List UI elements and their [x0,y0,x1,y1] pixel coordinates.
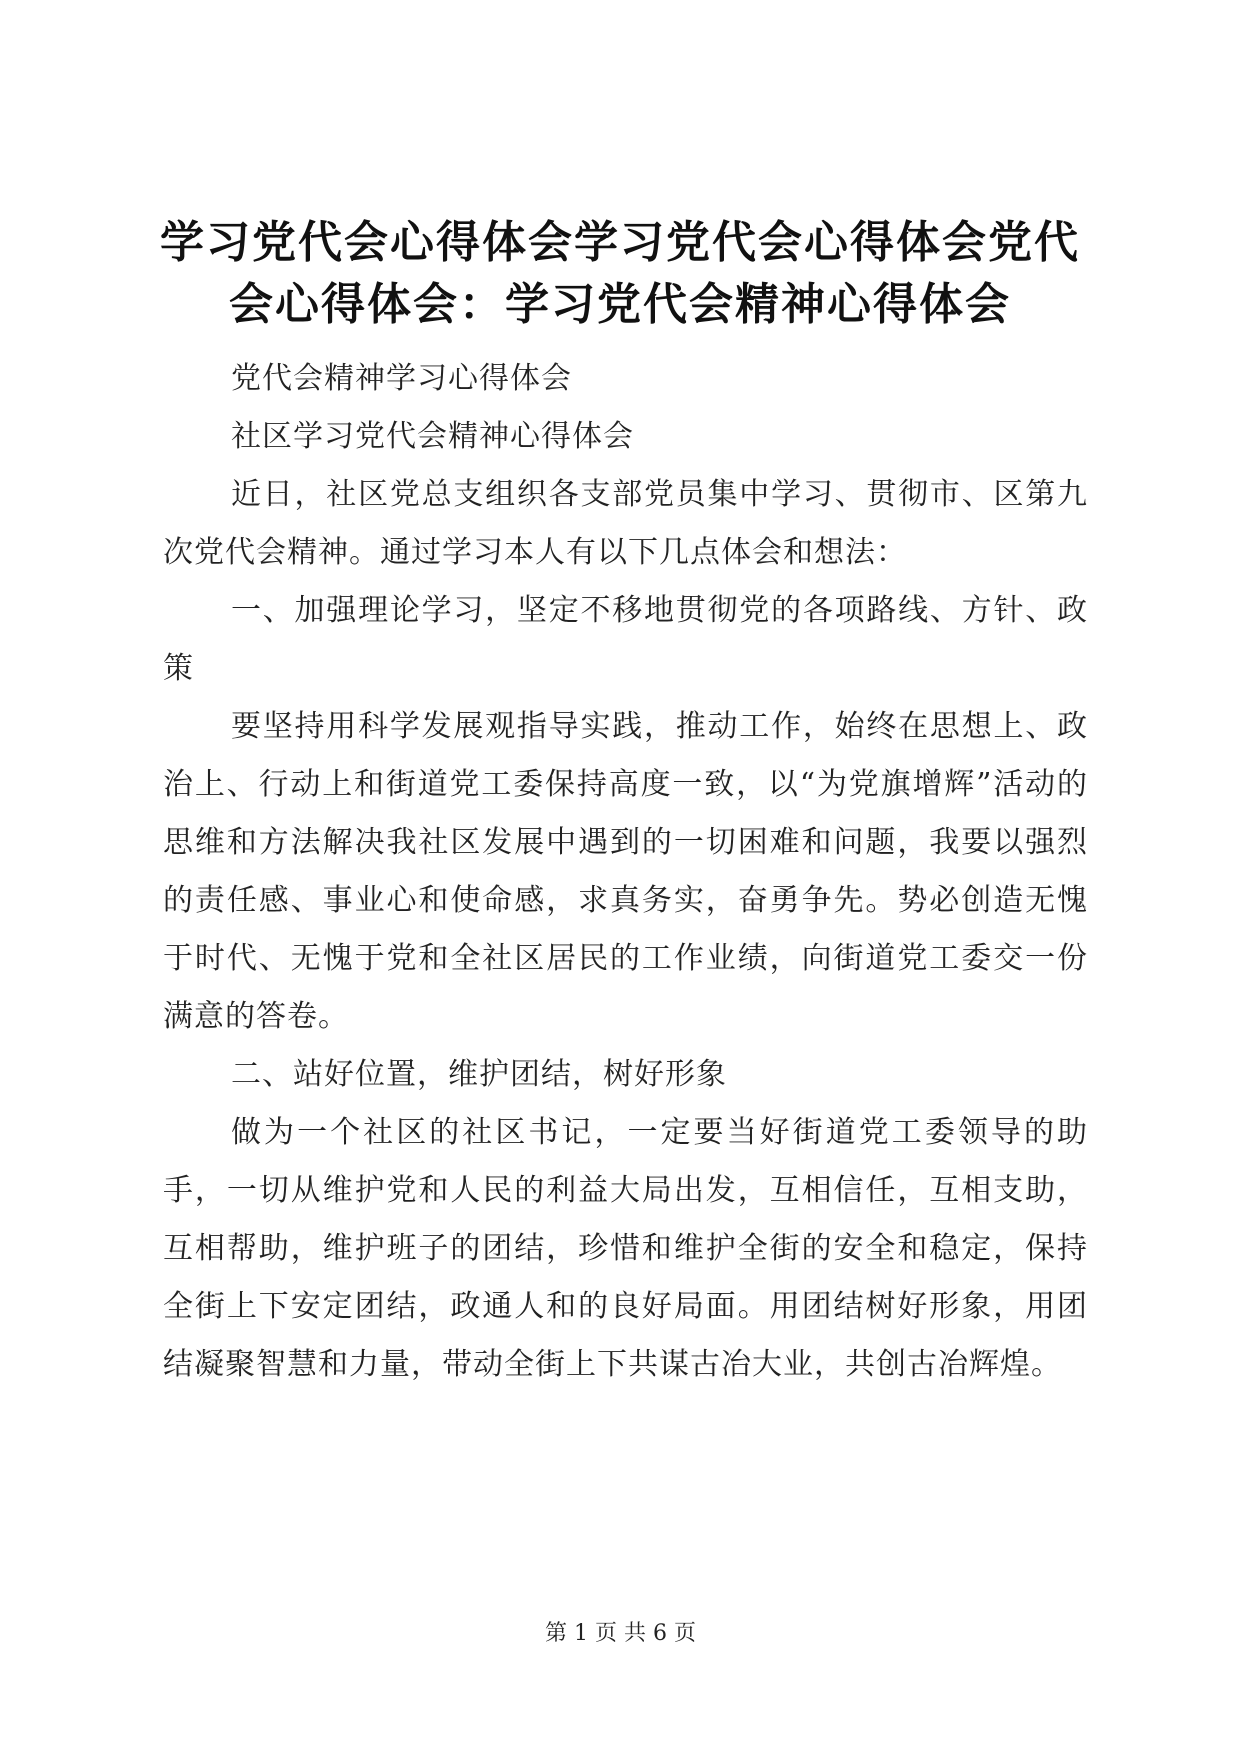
document-body [163,350,1088,1394]
paragraph-section-2: 做为一个社区的社区书记，一定要当好街道党工委领导的助手，一切从维护党和人民的利益大局出发，互相信任，互相支助，互相帮助，维护班子的团结，珍惜和维护全街的安全和稳定，保持全街上下安定团结，政通人和的良好局面。用团结树好形象，用团结凝聚智慧和力量，带动全街上下共谋古冶大业，共创古冶辉煌。 [163,1115,1088,1382]
paragraph-subtitle-1: 党代会精神学习心得体会 [231,361,572,396]
paragraph-subtitle-2: 社区学习党代会精神心得体会 [231,419,634,454]
section-heading-2: 二、站好位置，维护团结，树好形象 [231,1057,727,1092]
document-title: 学习党代会心得体会学习党代会心得体会党代会心得体会：学习党代会精神心得体会 [160,217,1080,330]
section-heading-1: 一、加强理论学习，坚定不移地贯彻党的各项路线、方针、政策 [163,593,1088,686]
paragraph-intro: 近日，社区党总支组织各支部党员集中学习、贯彻市、区第九次党代会精神。通过学习本人有以下几点体会和想法： [163,477,1088,570]
page-footer: 第 1 页 共 6 页 [545,1621,696,1646]
paragraph-section-1: 要坚持用科学发展观指导实践，推动工作，始终在思想上、政治上、行动上和街道党工委保持高度一致，以“为党旗增辉”活动的思维和方法解决我社区发展中遇到的一切困难和问题，我要以强烈的责任感、事业心和使命感，求真务实，奋勇争先。势必创造无愧于时代、无愧于党和全社区居民的工作业绩，向街道党工委交一份满意的答卷。 [163,709,1088,1034]
